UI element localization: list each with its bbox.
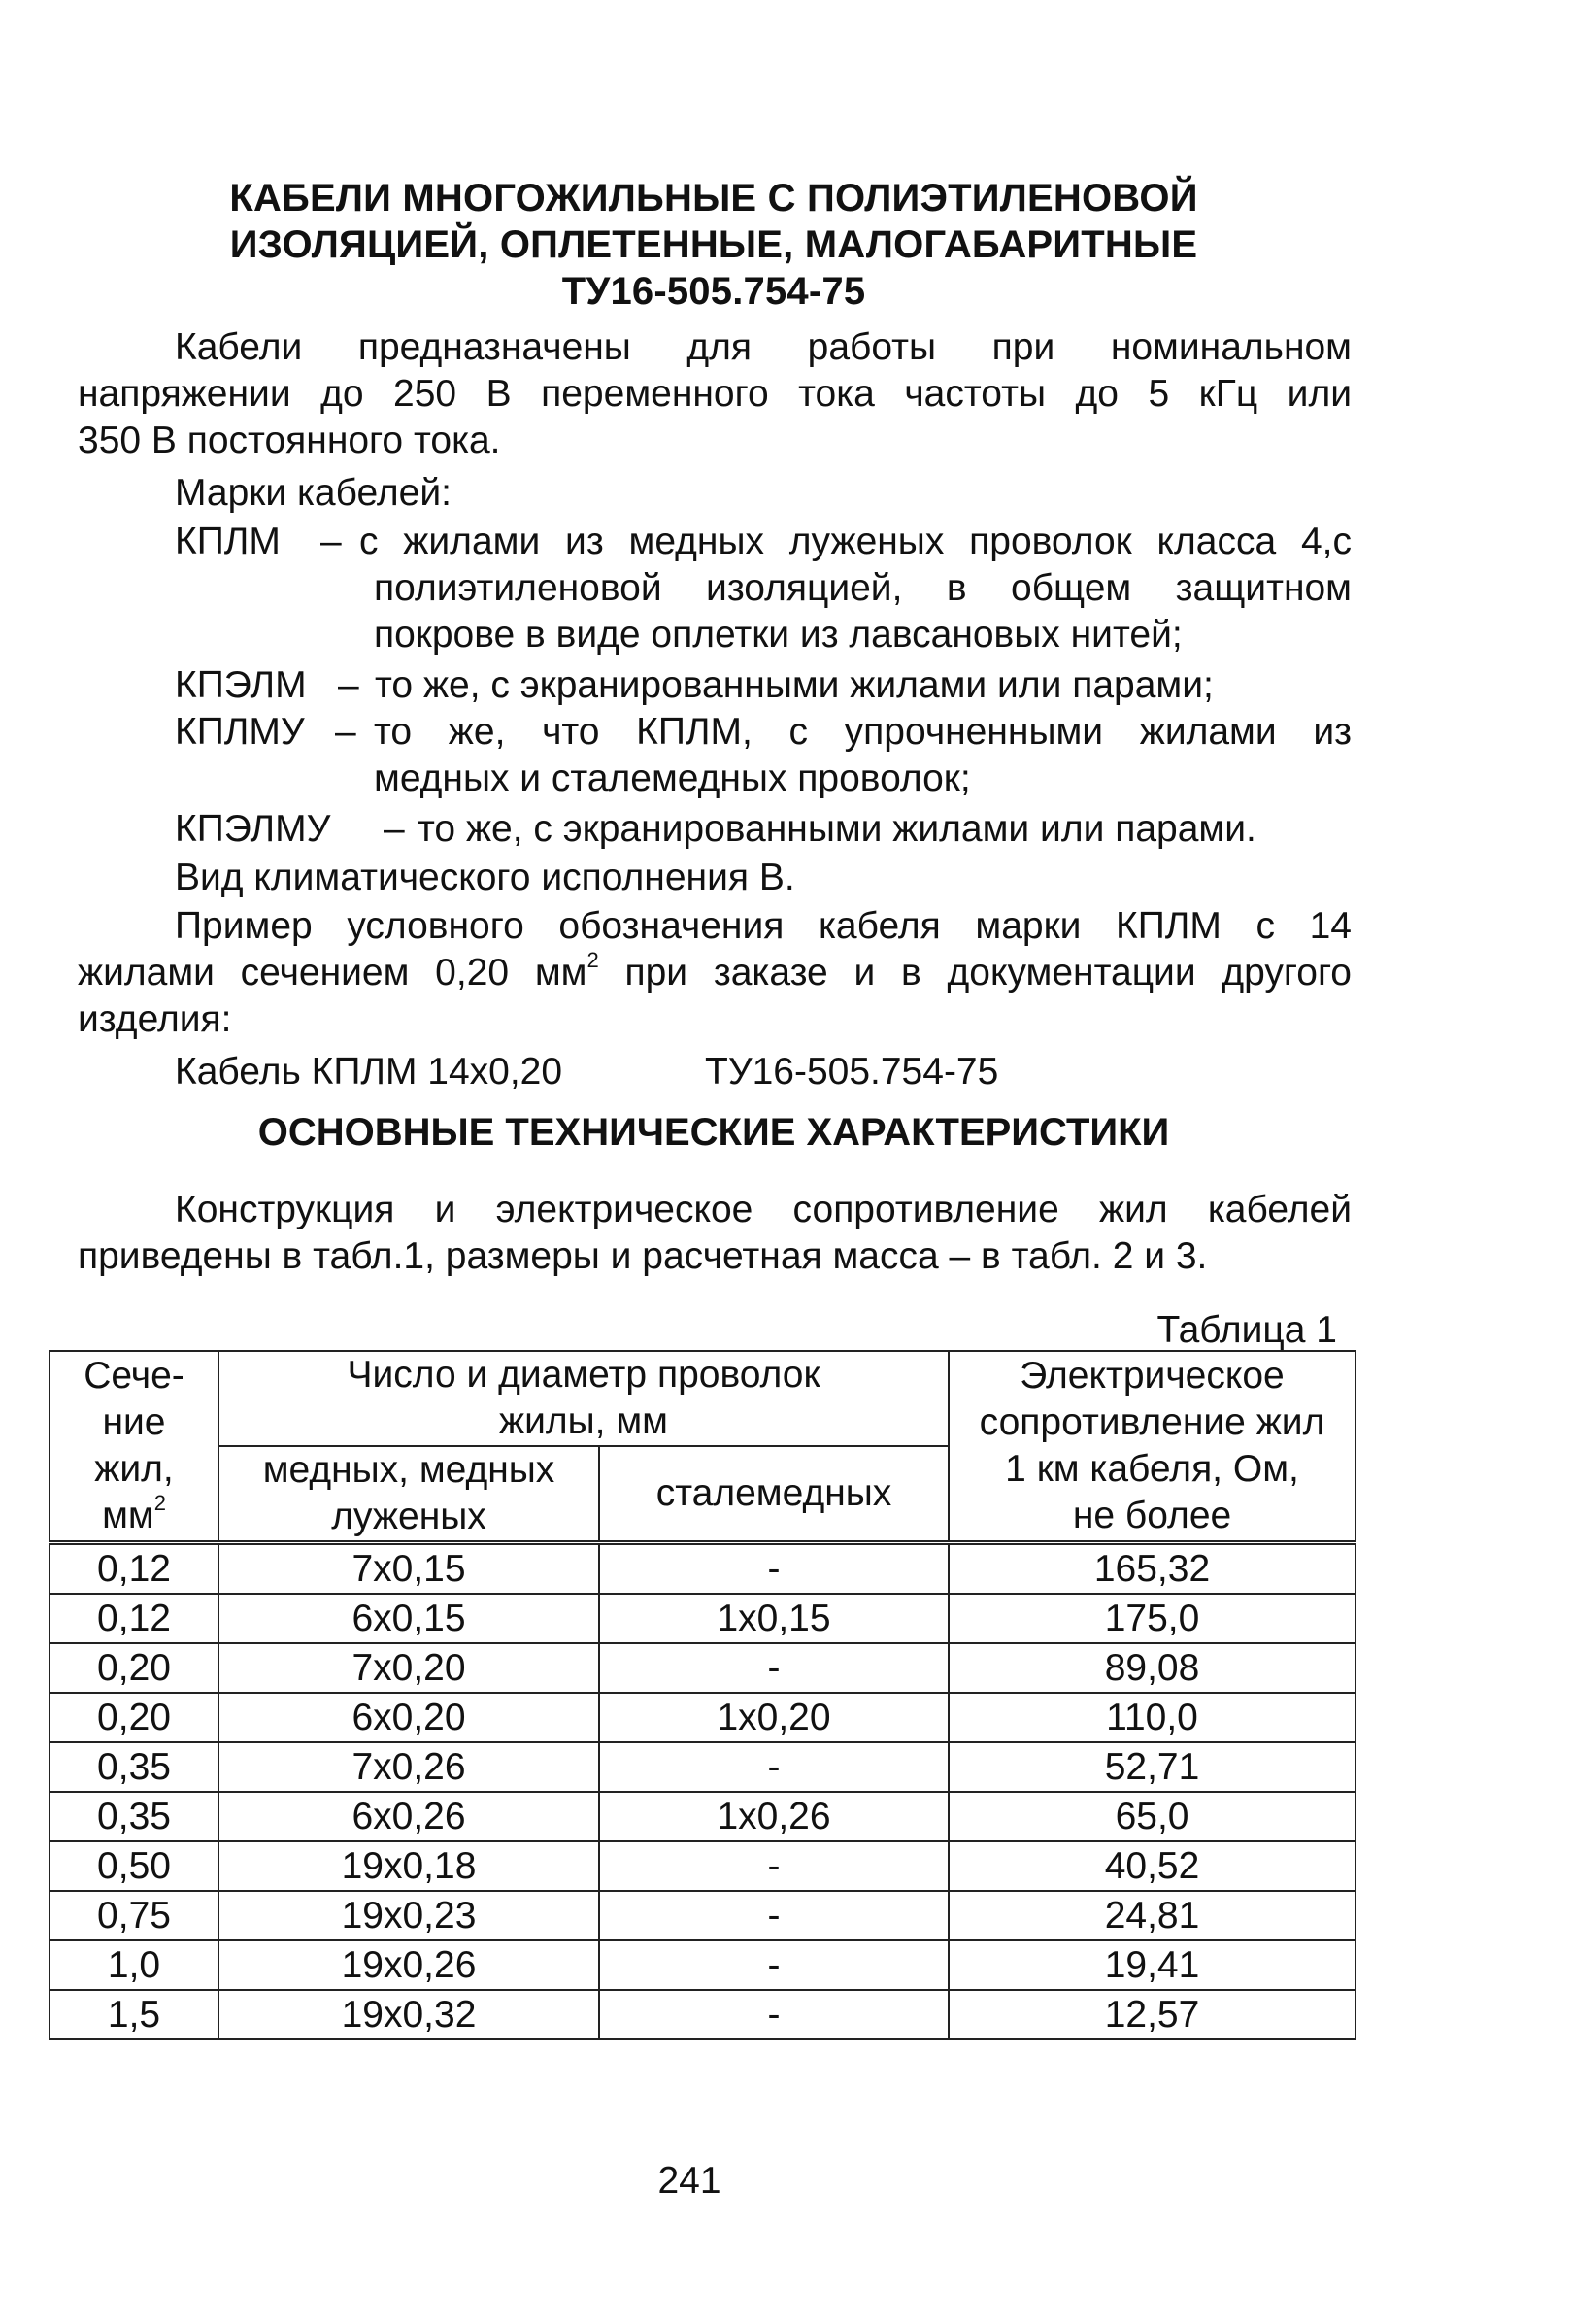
mark-code: КПЭЛМ xyxy=(175,664,307,706)
page-number: 241 xyxy=(657,2160,721,2202)
header-copper-line: медных, медных xyxy=(262,1449,555,1491)
mark-description-line: то же, что КПЛМ, с упрочненными жилами из xyxy=(374,711,1352,753)
header-resistance xyxy=(949,1351,1355,1543)
table-row xyxy=(50,1543,1355,1595)
header-section-line: ние xyxy=(102,1401,166,1443)
cell-section: 0,35 xyxy=(50,1792,218,1841)
header-copper-line: луженых xyxy=(331,1496,486,1537)
header-resistance-line: 1 км кабеля, Ом, xyxy=(1005,1448,1299,1490)
intro-line-2: напряжении до 250 В переменного тока частоты до 5 кГц или xyxy=(78,373,1352,415)
header-resistance-line: не более xyxy=(1072,1495,1232,1536)
cell-resistance: 65,0 xyxy=(949,1792,1355,1841)
example-line-2-end: при заказе и в документации другого xyxy=(598,952,1352,994)
cell-copper: 19х0,32 xyxy=(218,1990,599,2039)
header-section-unit xyxy=(50,1493,218,1539)
cell-section: 0,12 xyxy=(50,1543,218,1595)
header-wires-line: Число и диаметр проволок xyxy=(347,1354,820,1396)
table-row xyxy=(50,1594,1355,1643)
cell-resistance: 19,41 xyxy=(949,1940,1355,1990)
climate-note: Вид климатического исполнения В. xyxy=(175,857,795,898)
table-row xyxy=(50,1841,1355,1891)
table-row xyxy=(50,1990,1355,2039)
mark-description-line: то же, с экранированными жилами или парами. xyxy=(418,808,1256,850)
mark-code: КПЛМУ xyxy=(175,711,305,753)
header-wires-line: жилы, мм xyxy=(499,1400,668,1442)
header-wires xyxy=(218,1351,949,1446)
cell-steel: - xyxy=(599,1543,949,1595)
cell-steel: - xyxy=(599,1940,949,1990)
cell-resistance: 110,0 xyxy=(949,1693,1355,1742)
header-resistance-line: Электрическое xyxy=(1020,1355,1285,1397)
mark-dash: – xyxy=(335,711,356,753)
cell-section: 0,35 xyxy=(50,1742,218,1792)
mark-description-line: покрове в виде оплетки из лавсановых нитей; xyxy=(374,614,1183,656)
superscript: 2 xyxy=(153,1491,166,1515)
mark-description-line: то же, с экранированными жилами или парами; xyxy=(375,664,1214,706)
example-line-2 xyxy=(78,950,1352,996)
cell-copper: 19х0,18 xyxy=(218,1841,599,1891)
example-line-3: изделия: xyxy=(78,998,232,1040)
construction-line-1: Конструкция и электрическое сопротивление жил кабелей xyxy=(175,1189,1352,1230)
superscript: 2 xyxy=(586,948,599,972)
document-title-line-2: ИЗОЛЯЦИЕЙ, ОПЛЕТЕННЫЕ, МАЛОГАБАРИТНЫЕ xyxy=(229,223,1198,266)
table-row xyxy=(50,1643,1355,1693)
mark-description-line: с жилами из медных луженых проволок класса 4,с xyxy=(359,521,1352,562)
cell-copper: 6х0,26 xyxy=(218,1792,599,1841)
table-label: Таблица 1 xyxy=(1156,1309,1337,1351)
cell-section: 1,0 xyxy=(50,1940,218,1990)
header-section-line: жил, xyxy=(94,1448,174,1490)
header-copper xyxy=(218,1446,599,1543)
cell-section: 0,75 xyxy=(50,1891,218,1940)
table-row xyxy=(50,1742,1355,1792)
marks-heading: Марки кабелей: xyxy=(175,472,452,514)
mark-description-line: медных и сталемедных проволок; xyxy=(374,758,971,799)
cell-resistance: 52,71 xyxy=(949,1742,1355,1792)
construction-line-2: приведены в табл.1, размеры и расчетная масса – в табл. 2 и 3. xyxy=(78,1235,1208,1277)
cell-resistance: 165,32 xyxy=(949,1543,1355,1595)
document-title-spec: ТУ16-505.754-75 xyxy=(561,270,866,313)
cell-copper: 6х0,20 xyxy=(218,1693,599,1742)
intro-line-3: 350 В постоянного тока. xyxy=(78,420,501,461)
cell-section: 0,20 xyxy=(50,1643,218,1693)
cell-resistance: 24,81 xyxy=(949,1891,1355,1940)
intro-line-1: Кабели предназначены для работы при номинальном xyxy=(175,326,1352,368)
mark-code: КПЛМ xyxy=(175,521,281,562)
spec-table xyxy=(49,1350,1356,2040)
mark-dash: – xyxy=(384,808,405,850)
document-title-line-1: КАБЕЛИ МНОГОЖИЛЬНЫЕ С ПОЛИЭТИЛЕНОВОЙ xyxy=(229,177,1198,219)
header-steel-copper: сталемедных xyxy=(599,1446,949,1543)
cell-steel: 1х0,15 xyxy=(599,1594,949,1643)
table-row xyxy=(50,1693,1355,1742)
cell-section: 1,5 xyxy=(50,1990,218,2039)
cell-copper: 19х0,23 xyxy=(218,1891,599,1940)
table-row xyxy=(50,1792,1355,1841)
mark-dash: – xyxy=(338,664,359,706)
cell-section: 0,12 xyxy=(50,1594,218,1643)
cell-copper: 7х0,15 xyxy=(218,1543,599,1595)
example-spec: ТУ16-505.754-75 xyxy=(705,1051,999,1093)
header-section-unit-text: мм xyxy=(102,1495,154,1536)
cell-resistance: 175,0 xyxy=(949,1594,1355,1643)
cell-steel: - xyxy=(599,1841,949,1891)
cell-steel: - xyxy=(599,1990,949,2039)
cell-steel: 1х0,26 xyxy=(599,1792,949,1841)
mark-dash: – xyxy=(320,521,342,562)
table-row xyxy=(50,1891,1355,1940)
cell-copper: 6х0,15 xyxy=(218,1594,599,1643)
cell-resistance: 12,57 xyxy=(949,1990,1355,2039)
section-heading: ОСНОВНЫЕ ТЕХНИЧЕСКИЕ ХАРАКТЕРИСТИКИ xyxy=(257,1111,1170,1154)
cell-resistance: 40,52 xyxy=(949,1841,1355,1891)
header-section-line: Сече- xyxy=(84,1355,184,1397)
header-section xyxy=(50,1351,218,1543)
cell-steel: - xyxy=(599,1643,949,1693)
mark-description-line: полиэтиленовой изоляцией, в общем защитном xyxy=(374,567,1352,609)
cell-section: 0,20 xyxy=(50,1693,218,1742)
cell-resistance: 89,08 xyxy=(949,1643,1355,1693)
header-resistance-line: сопротивление жил xyxy=(979,1401,1325,1443)
example-line-1: Пример условного обозначения кабеля марки КПЛМ с 14 xyxy=(175,905,1352,947)
table-row xyxy=(50,1940,1355,1990)
mark-code: КПЭЛМУ xyxy=(175,808,331,850)
cell-section: 0,50 xyxy=(50,1841,218,1891)
cell-copper: 7х0,20 xyxy=(218,1643,599,1693)
cell-copper: 19х0,26 xyxy=(218,1940,599,1990)
cell-steel: 1х0,20 xyxy=(599,1693,949,1742)
cell-steel: - xyxy=(599,1891,949,1940)
example-designation: Кабель КПЛМ 14х0,20 xyxy=(175,1051,563,1093)
example-line-2-start: жилами сечением 0,20 мм xyxy=(78,952,587,994)
cell-steel: - xyxy=(599,1742,949,1792)
cell-copper: 7х0,26 xyxy=(218,1742,599,1792)
